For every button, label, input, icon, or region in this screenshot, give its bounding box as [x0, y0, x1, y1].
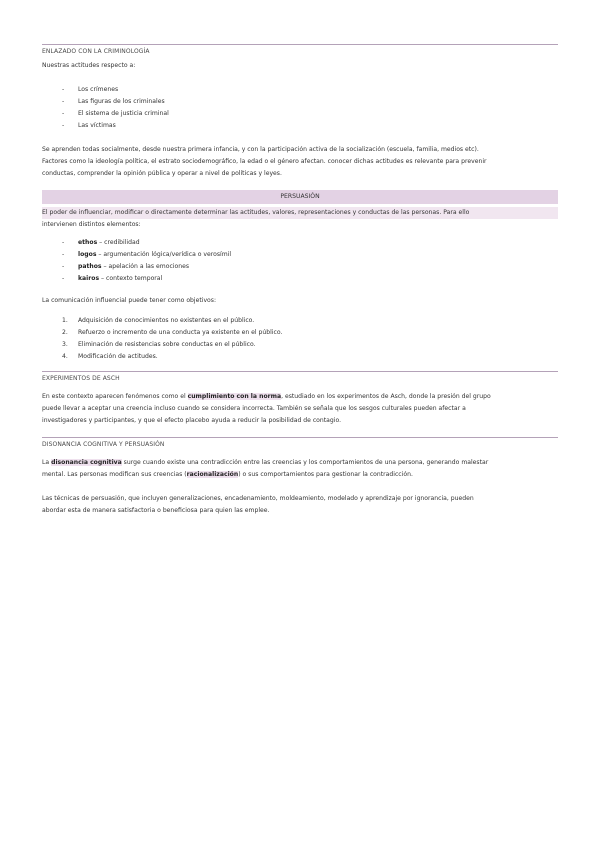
asch-paragraph [42, 391, 558, 427]
list-item [42, 315, 558, 327]
item-number: 1. [62, 317, 68, 324]
term-description: – argumentación lógica/verídica o verosímil [96, 251, 232, 258]
text-run: En este contexto aparecen fenómenos como el [42, 393, 188, 400]
persuasion-banner: PERSUASIÓN [42, 190, 558, 204]
objectives-intro: La comunicación influencial puede tener como objetivos: [42, 297, 217, 304]
paragraph-line: Factores como la ideología política, el estrato sociodemográfico, la edad o el género afectan. conocer dichas actitudes es relevante para prevenir [42, 158, 487, 165]
term-description: – contexto temporal [99, 275, 163, 282]
section-title-disonancia: DISONANCIA COGNITIVA Y PERSUASIÓN [42, 441, 165, 448]
text-run: ) o sus comportamientos para gestionar la contradicción. [238, 471, 413, 478]
list-item: - Las figuras de los criminales [42, 96, 558, 108]
text-run: surge cuando existe una contradicción entre las creencias y los comportamientos de una persona, generando malestar [121, 459, 489, 466]
paragraph-line [42, 469, 558, 481]
list-item: - Las víctimas [42, 120, 558, 132]
list-item [42, 261, 558, 273]
term-ethos: ethos [78, 239, 98, 246]
paragraph-line: Las técnicas de persuasión, que incluyen generalizaciones, encadenamiento, moldeamiento, modelado y aprendizaje por ignorancia, pueden [42, 495, 474, 502]
paragraph-line: El poder de influenciar, modificar o directamente determinar las actitudes, valores, representaciones y conductas de las personas. Para ello [42, 209, 470, 216]
item-number: 3. [62, 341, 68, 348]
paragraph-line: intervienen distintos elementos: [42, 221, 141, 228]
text-run: La [42, 459, 52, 466]
socializacion-paragraph [42, 144, 558, 180]
item-text: Refuerzo o incremento de una conducta ya existente en el público. [78, 329, 283, 336]
disonancia-paragraph [42, 457, 558, 481]
text-run: , estudiado en los experimentos de Asch, donde la presión del grupo [281, 393, 491, 400]
item-text: Eliminación de resistencias sobre conductas en el público. [78, 341, 256, 348]
key-term-disonancia: disonancia cognitiva [51, 459, 122, 466]
key-term-cumplimiento: cumplimiento con la norma [187, 393, 282, 400]
objectives-list [42, 315, 558, 363]
list-item [42, 273, 558, 285]
section-divider [42, 44, 558, 45]
section-title-criminologia: ENLAZADO CON LA CRIMINOLOGÍA [42, 48, 150, 55]
paragraph-line [42, 391, 558, 403]
section-title-asch: EXPERIMENTOS DE ASCH [42, 375, 120, 382]
item-text: Modificación de actitudes. [78, 353, 158, 360]
paragraph-line [42, 457, 558, 469]
term-description: – apelación a las emociones [101, 263, 189, 270]
list-item: - El sistema de justicia criminal [42, 108, 558, 120]
paragraph-line: conductas, comprender la opinión pública y operar a nivel de políticas y leyes. [42, 170, 282, 177]
criminologia-intro: Nuestras actitudes respecto a: [42, 62, 136, 69]
text-run: mental. Las personas modifican sus creencias ( [42, 471, 187, 478]
attitudes-list [42, 84, 558, 132]
list-item [42, 327, 558, 339]
term-logos: logos [78, 251, 97, 258]
item-text: Adquisición de conocimientos no existentes en el público. [78, 317, 255, 324]
term-pathos: pathos [78, 263, 102, 270]
item-number: 4. [62, 353, 68, 360]
paragraph-line: puede llevar a aceptar una creencia incluso cuando se considera incorrecta. También se señala que los sesgos culturales pueden afectar a [42, 405, 466, 412]
persuasion-elements-list [42, 237, 558, 285]
list-item [42, 339, 558, 351]
list-item [42, 249, 558, 261]
key-term-racionalizacion: racionalización [186, 471, 239, 478]
term-kairos: kairos [78, 275, 100, 282]
list-item [42, 351, 558, 363]
term-description: – credibilidad [97, 239, 140, 246]
list-item: - Los crímenes [42, 84, 558, 96]
tecnicas-paragraph [42, 493, 558, 517]
section-divider [42, 437, 558, 438]
document-page [42, 44, 558, 517]
paragraph-line: Se aprenden todas socialmente, desde nuestra primera infancia, y con la participación activa de la socialización (escuela, familia, medios etc). [42, 146, 479, 153]
list-item [42, 237, 558, 249]
paragraph-line: investigadores y participantes, y que el efecto placebo ayuda a reducir la posibilidad de contagio. [42, 417, 342, 424]
item-number: 2. [62, 329, 68, 336]
section-divider [42, 371, 558, 372]
persuasion-paragraph [42, 207, 558, 219]
paragraph-line: abordar esta de manera satisfactoria o beneficiosa para quien las emplee. [42, 507, 270, 514]
